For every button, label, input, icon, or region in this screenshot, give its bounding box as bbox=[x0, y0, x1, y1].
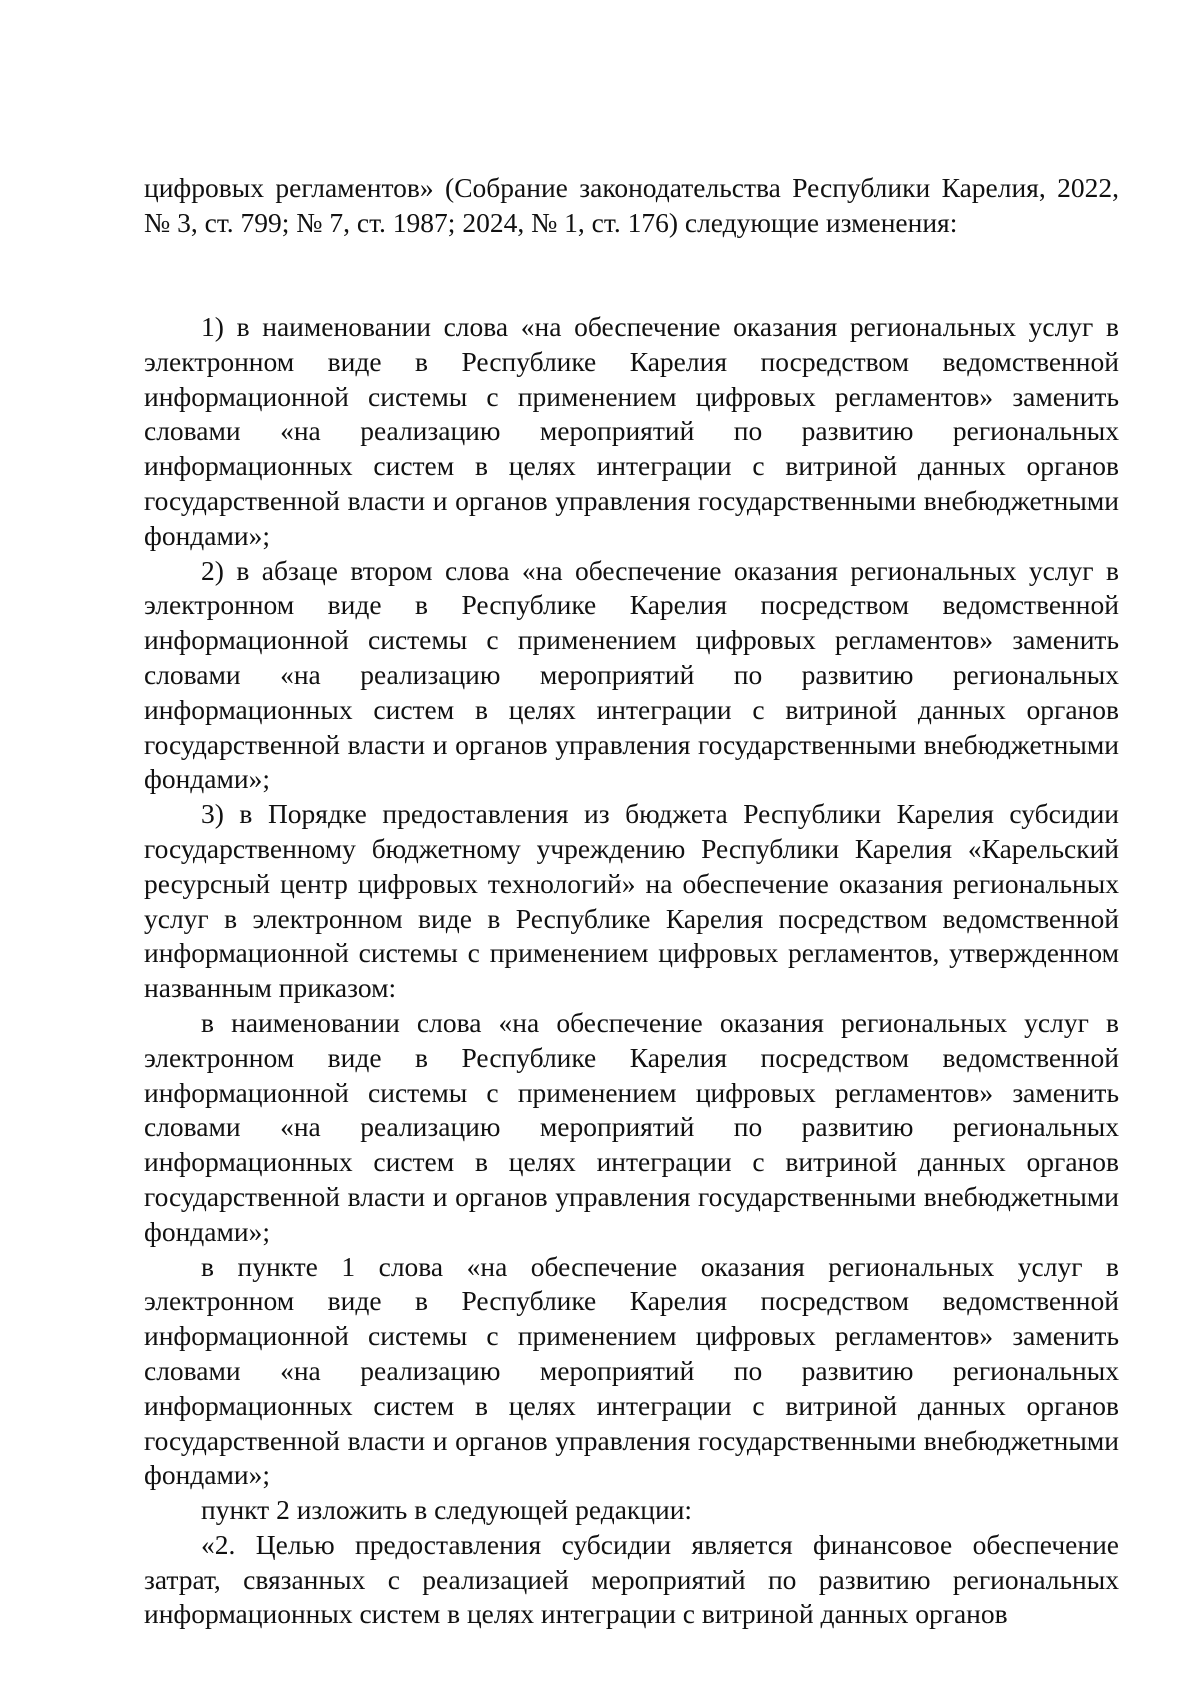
paragraph-item-2: 2) в абзаце втором слова «на обеспечение оказания региональных услуг в электронном виде в Республике Карелия посредством ведомственной информационной системы с применением цифровых регламентов» заменить словами «на реализацию мероприятий по развитию региональных информационных систем в целях интеграции с витриной данных органов государственной власти и органов управления государственными внебюджетными фондами»; bbox=[144, 554, 1119, 795]
paragraph-title-amendment: в наименовании слова «на обеспечение оказания региональных услуг в электронном виде в Республике Карелия посредством ведомственной информационной системы с применением цифровых регламентов» заменить словами «на реализацию мероприятий по развитию региональных информационных систем в целях интеграции с витриной данных органов государственной власти и органов управления государственными внебюджетными фондами»; bbox=[144, 1006, 1119, 1247]
paragraph-item-3: 3) в Порядке предоставления из бюджета Республики Карелия субсидии государственному бюджетному учреждению Республики Карелия «Карельский ресурсный центр цифровых технологий» на обеспечение оказания региональных услуг в электронном виде в Республике Карелия посредством ведомственной информационной системы с применением цифровых регламентов, утвержденном названным приказом: bbox=[144, 798, 1119, 1004]
amendments-block bbox=[144, 310, 1119, 1632]
intro-block bbox=[144, 171, 1119, 241]
paragraph-point-2-text: «2. Целью предоставления субсидии является финансовое обеспечение затрат, связанных с реализацией мероприятий по развитию региональных информационных систем в целях интеграции с витриной данных органов bbox=[144, 1528, 1119, 1630]
paragraph-point-2-intro: пункт 2 изложить в следующей редакции: bbox=[201, 1494, 693, 1526]
paragraph-point-1-amendment: в пункте 1 слова «на обеспечение оказания региональных услуг в электронном виде в Республике Карелия посредством ведомственной информационной системы с применением цифровых регламентов» заменить словами «на реализацию мероприятий по развитию региональных информационных систем в целях интеграции с витриной данных органов государственной власти и органов управления государственными внебюджетными фондами»; bbox=[144, 1250, 1119, 1491]
paragraph-item-1: 1) в наименовании слова «на обеспечение оказания региональных услуг в электронном виде в Республике Карелия посредством ведомственной информационной системы с применением цифровых регламентов» заменить словами «на реализацию мероприятий по развитию региональных информационных систем в целях интеграции с витриной данных органов государственной власти и органов управления государственными внебюджетными фондами»; bbox=[144, 311, 1119, 551]
intro-paragraph: цифровых регламентов» (Собрание законодательства Республики Карелия, 2022, № 3, ст. 799; № 7, ст. 1987; 2024, № 1, ст. 176) следующие изменения: bbox=[144, 172, 1119, 238]
